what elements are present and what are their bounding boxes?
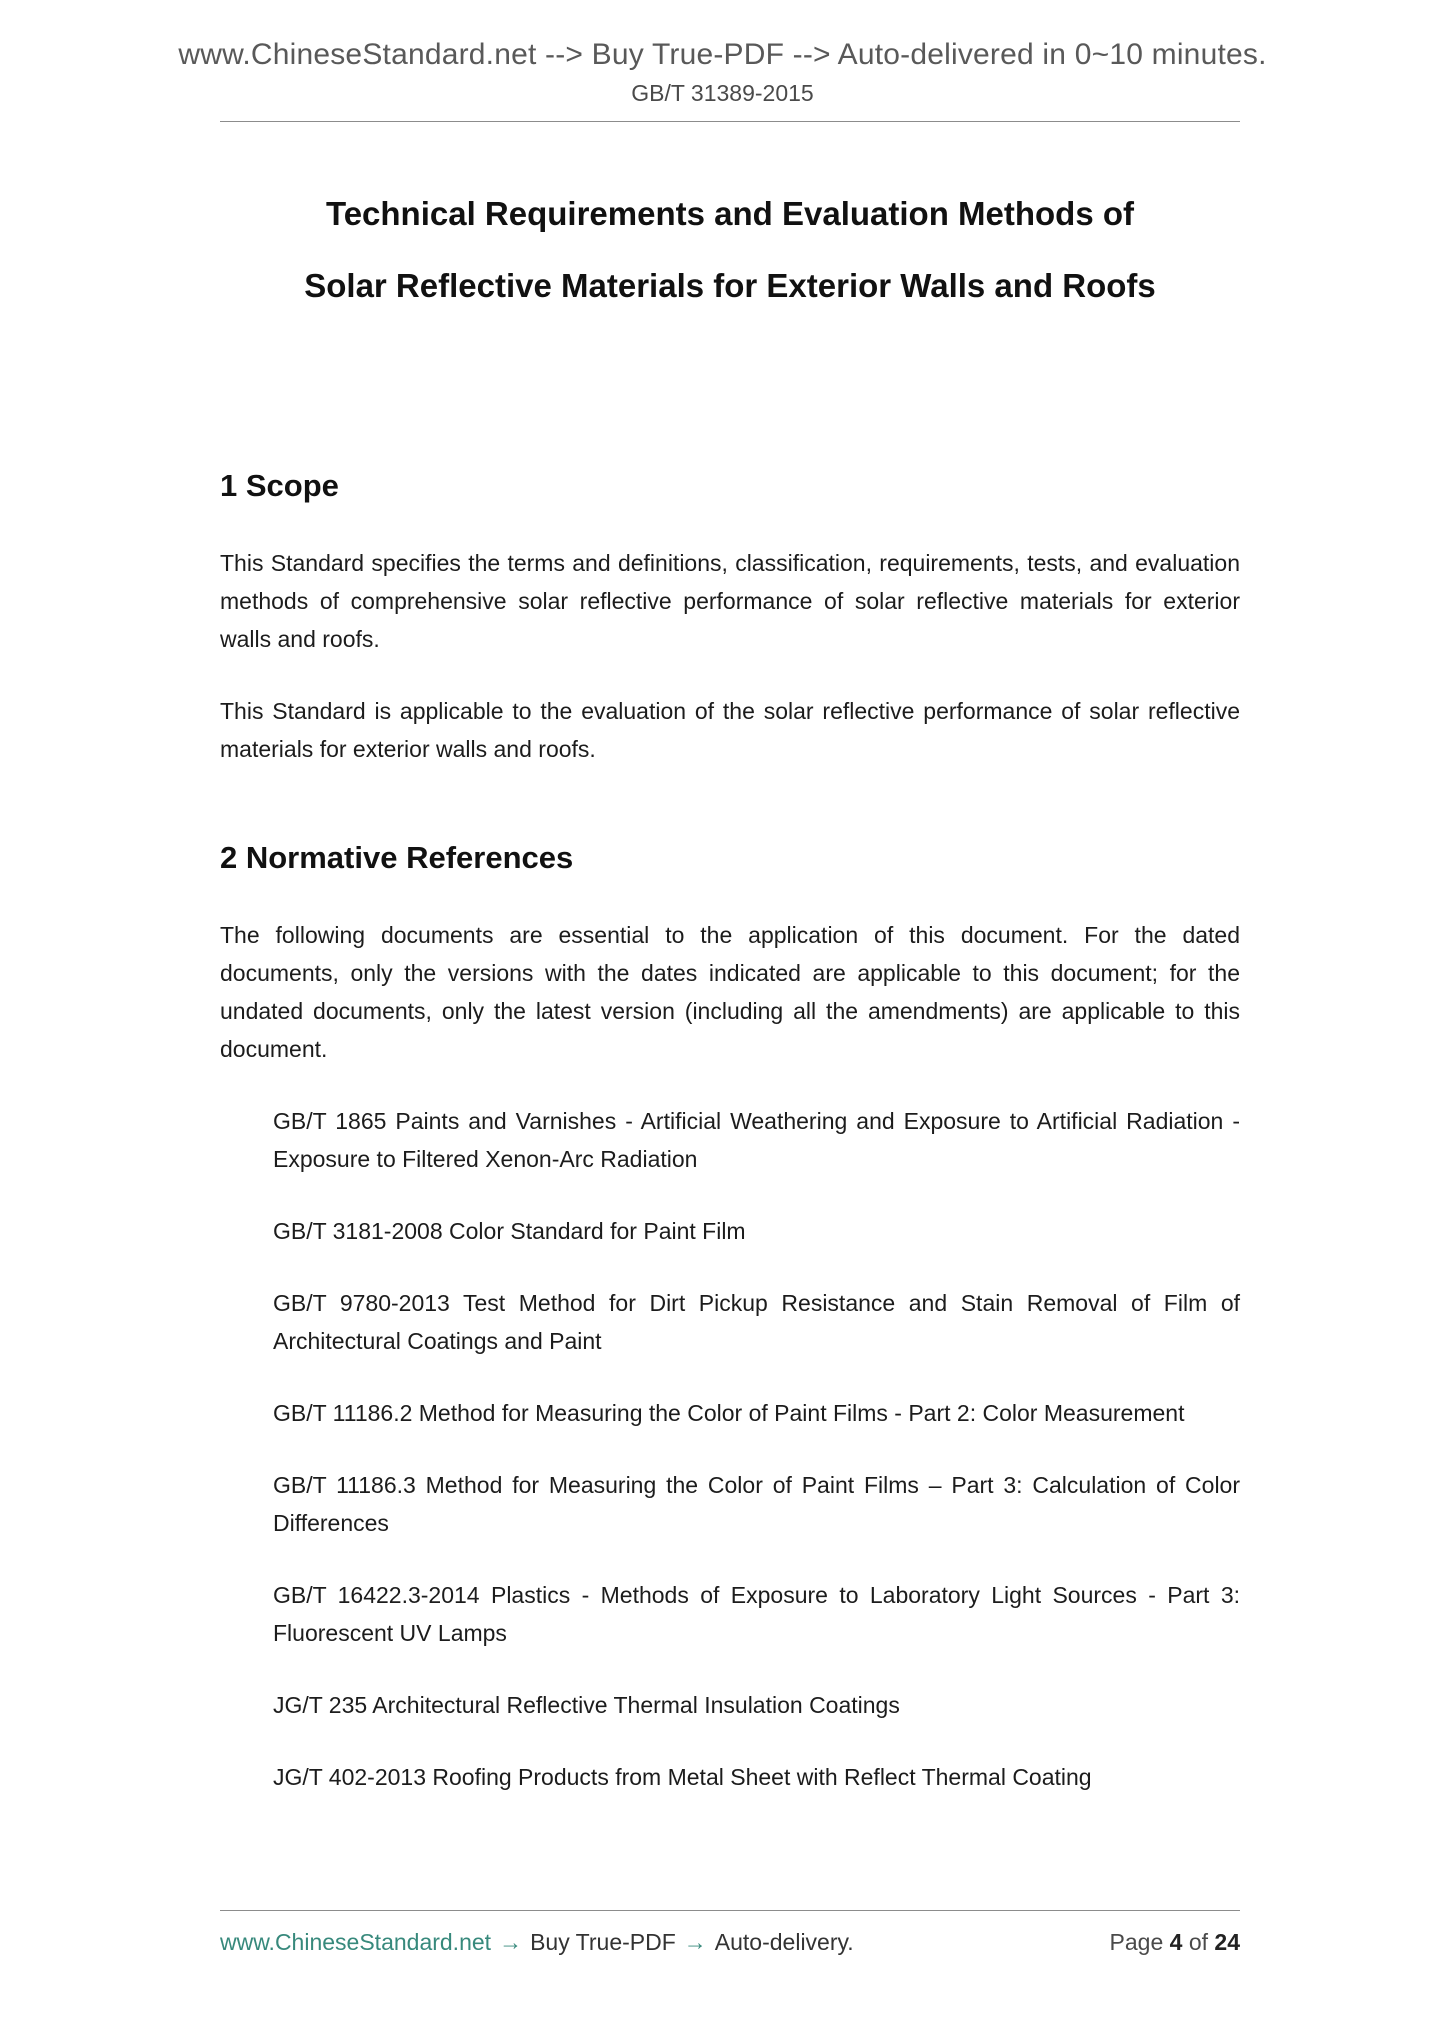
scope-paragraph-2: This Standard is applicable to the evaluation of the solar reflective performance of solar reflective materials for exterior walls and roofs. [220,698,1240,762]
page-footer [220,1910,1240,1956]
document-code: GB/T 31389-2015 [631,80,814,106]
arrow-right-icon: → [683,1929,707,1955]
normative-intro-paragraph: The following documents are essential to the application of this document. For the dated documents, only the versions with the dates indicated are applicable to this document; for the undated documents, only the latest version (including all the amendments) are applicable to this document. [220,922,1240,1062]
reference-item: GB/T 3181-2008 Color Standard for Paint Film [273,1218,746,1244]
reference-item: GB/T 11186.3 Method for Measuring the Color of Paint Films – Part 3: Calculation of Color Differences [273,1472,1240,1536]
reference-item: GB/T 11186.2 Method for Measuring the Color of Paint Films - Part 2: Color Measurement [273,1400,1185,1426]
document-title [220,178,1240,322]
document-title-line2: Solar Reflective Materials for Exterior Walls and Roofs [304,267,1156,304]
page-of-label: of [1188,1929,1209,1955]
section-heading-normative-references: 2 Normative References [220,840,574,875]
footer-divider [220,1910,1240,1911]
arrow-right-icon: → [499,1929,523,1955]
footer-promo [220,1929,854,1956]
footer-site-link[interactable]: www.ChineseStandard.net [220,1929,492,1955]
footer-delivery-text: Auto-delivery. [714,1929,854,1955]
reference-item: GB/T 9780-2013 Test Method for Dirt Pickup Resistance and Stain Removal of Film of Architectural Coatings and Paint [273,1290,1240,1354]
reference-item: GB/T 1865 Paints and Varnishes - Artificial Weathering and Exposure to Artificial Radiation - Exposure to Filtered Xenon-Arc Radiation [273,1108,1240,1172]
page-current: 4 [1169,1929,1183,1955]
reference-item: JG/T 235 Architectural Reflective Thermal Insulation Coatings [273,1692,900,1718]
page-number-indicator [1110,1929,1240,1956]
header-divider [220,121,1240,122]
document-body [220,178,1240,1796]
header-promo-text: www.ChineseStandard.net --> Buy True-PDF --> Auto-delivered in 0~10 minutes. [178,38,1267,71]
section-heading-scope: 1 Scope [220,468,339,503]
reference-item: GB/T 16422.3-2014 Plastics - Methods of Exposure to Laboratory Light Sources - Part 3: Fluorescent UV Lamps [273,1582,1240,1646]
page-total: 24 [1214,1929,1240,1955]
footer-row [220,1929,1240,1956]
document-title-line1: Technical Requirements and Evaluation Methods of [325,195,1135,232]
footer-buy-text: Buy True-PDF [530,1929,676,1955]
reference-item: JG/T 402-2013 Roofing Products from Metal Sheet with Reflect Thermal Coating [273,1764,1092,1790]
scope-paragraph-1: This Standard specifies the terms and definitions, classification, requirements, tests, and evaluation methods of comprehensive solar reflective performance of solar reflective materials for exterior walls and roofs. [220,550,1240,652]
page-label: Page [1109,1929,1164,1955]
